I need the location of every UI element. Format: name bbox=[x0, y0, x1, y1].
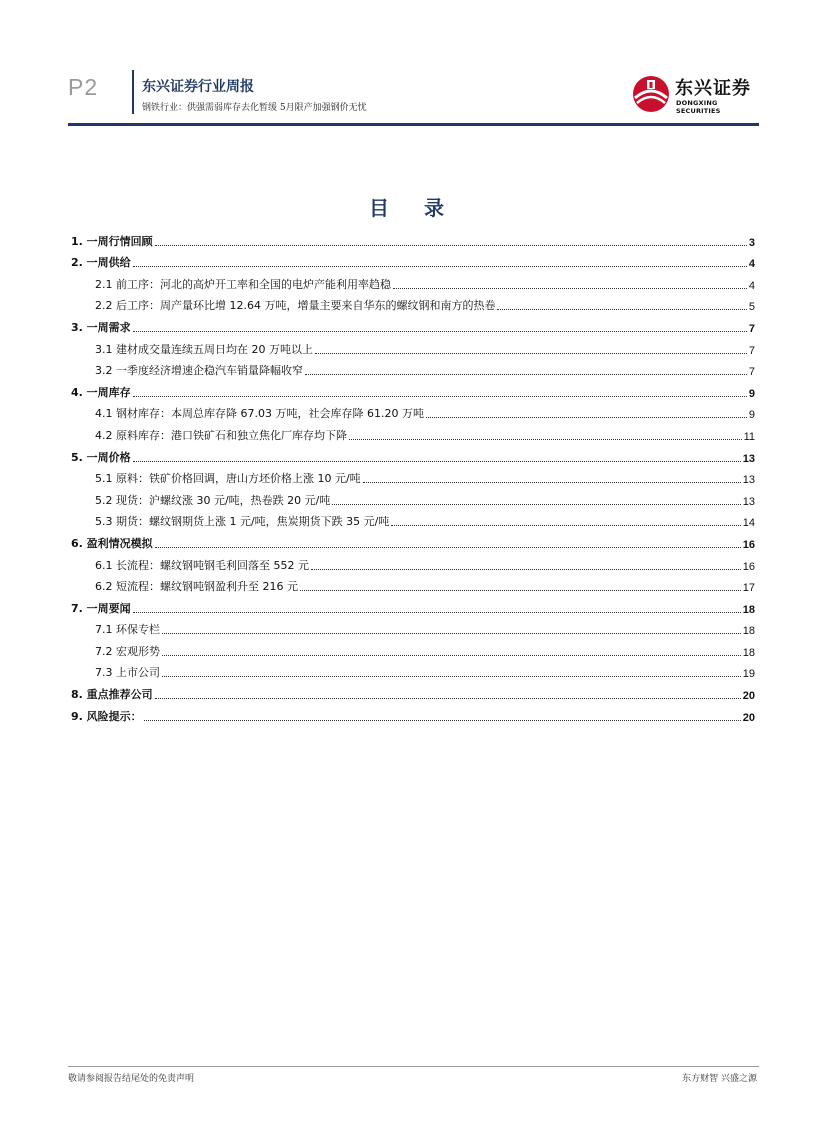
toc-entry[interactable] bbox=[68, 270, 755, 292]
toc-entry-label: 5. 一周价格 bbox=[71, 450, 131, 464]
footer-disclaimer: 敬请参阅报告结尾处的免责声明 bbox=[68, 1074, 195, 1084]
toc-entry-page: 20 bbox=[742, 711, 755, 724]
toc-entry-label: 2.2 后工序：周产量环比增 12.64 万吨，增量主要来自华东的螺纹钢和南方的热卷 bbox=[95, 299, 496, 313]
toc-leader-dots bbox=[300, 590, 741, 591]
report-subtitle: 钢铁行业：供强需弱库存去化暂缓 5月限产加强钢价无忧 bbox=[142, 103, 367, 113]
toc-entry[interactable] bbox=[68, 465, 755, 487]
toc-leader-dots bbox=[133, 396, 747, 397]
toc-entry-page: 4 bbox=[748, 258, 755, 271]
toc-entry[interactable] bbox=[68, 357, 755, 379]
toc-entry-label: 9. 风险提示： bbox=[71, 709, 142, 723]
toc-entry-label: 6. 盈利情况模拟 bbox=[71, 536, 153, 550]
toc-entry-page: 7 bbox=[748, 322, 755, 335]
toc-entry-label: 5.1 原料：铁矿价格回调，唐山方坯价格上涨 10 元/吨 bbox=[95, 472, 361, 486]
toc-entry-label: 2. 一周供给 bbox=[71, 256, 131, 270]
toc-entry-label: 3.1 建材成交量连续五周日均在 20 万吨以上 bbox=[95, 342, 313, 356]
toc-entry-page: 20 bbox=[742, 690, 755, 703]
toc-entry-label: 4.2 原料库存：港口铁矿石和独立焦化厂库存均下降 bbox=[95, 428, 347, 442]
toc-entry-page: 13 bbox=[742, 495, 755, 508]
toc-leader-dots bbox=[133, 266, 747, 267]
toc-entry-page: 7 bbox=[748, 366, 755, 379]
toc-entry[interactable] bbox=[68, 702, 755, 724]
footer-rule bbox=[68, 1066, 759, 1067]
toc-entry[interactable] bbox=[68, 335, 755, 357]
toc-leader-dots bbox=[363, 482, 741, 483]
toc-entry[interactable] bbox=[68, 551, 755, 573]
toc-leader-dots bbox=[144, 720, 741, 721]
toc-entry-page: 14 bbox=[742, 517, 755, 530]
company-logo bbox=[631, 74, 759, 114]
toc-entry[interactable] bbox=[68, 659, 755, 681]
toc-leader-dots bbox=[305, 374, 747, 375]
toc-entry-label: 5.2 现货：沪螺纹涨 30 元/吨，热卷跌 20 元/吨 bbox=[95, 493, 331, 507]
toc-entry[interactable] bbox=[68, 400, 755, 422]
toc-entry-label: 3.2 一季度经济增速企稳汽车销量降幅收窄 bbox=[95, 364, 303, 378]
toc-entry-page: 9 bbox=[748, 387, 755, 400]
toc-entry-page: 16 bbox=[742, 560, 755, 573]
toc-leader-dots bbox=[133, 612, 741, 613]
toc-leader-dots bbox=[426, 417, 747, 418]
toc-entry[interactable] bbox=[68, 249, 755, 271]
toc-entry-label: 7.2 宏观形势 bbox=[95, 644, 160, 658]
toc-entry[interactable] bbox=[68, 227, 755, 249]
toc-leader-dots bbox=[315, 353, 747, 354]
toc-leader-dots bbox=[393, 288, 747, 289]
toc-leader-dots bbox=[162, 633, 741, 634]
toc-leader-dots bbox=[311, 569, 741, 570]
table-of-contents bbox=[68, 227, 755, 724]
toc-entry-page: 18 bbox=[742, 625, 755, 638]
page-number: P2 bbox=[68, 74, 99, 100]
toc-leader-dots bbox=[162, 655, 741, 656]
header-divider bbox=[132, 70, 134, 114]
toc-leader-dots bbox=[155, 245, 747, 246]
toc-entry-label: 1. 一周行情回顾 bbox=[71, 234, 153, 248]
toc-entry-page: 7 bbox=[748, 344, 755, 357]
toc-entry-page: 18 bbox=[742, 603, 755, 616]
toc-entry[interactable] bbox=[68, 573, 755, 595]
report-title: 东兴证券行业周报 bbox=[142, 79, 254, 95]
toc-entry[interactable] bbox=[68, 443, 755, 465]
toc-entry[interactable] bbox=[68, 292, 755, 314]
toc-entry[interactable] bbox=[68, 529, 755, 551]
toc-entry-page: 18 bbox=[742, 646, 755, 659]
toc-entry-page: 5 bbox=[748, 301, 755, 314]
toc-entry[interactable] bbox=[68, 313, 755, 335]
toc-leader-dots bbox=[332, 504, 740, 505]
toc-leader-dots bbox=[155, 547, 741, 548]
toc-entry[interactable] bbox=[68, 680, 755, 702]
toc-entry-label: 3. 一周需求 bbox=[71, 320, 131, 334]
toc-entry-page: 13 bbox=[742, 474, 755, 487]
toc-entry[interactable] bbox=[68, 508, 755, 530]
toc-entry-page: 3 bbox=[748, 236, 755, 249]
toc-entry-label: 7.1 环保专栏 bbox=[95, 623, 160, 637]
toc-entry[interactable] bbox=[68, 486, 755, 508]
toc-entry-label: 7. 一周要闻 bbox=[71, 601, 131, 615]
toc-leader-dots bbox=[162, 676, 741, 677]
toc-leader-dots bbox=[391, 525, 740, 526]
toc-entry[interactable] bbox=[68, 421, 755, 443]
toc-leader-dots bbox=[133, 461, 741, 462]
toc-entry-page: 9 bbox=[748, 409, 755, 422]
dongxing-logo-icon bbox=[631, 74, 671, 114]
toc-entry[interactable] bbox=[68, 378, 755, 400]
toc-entry-page: 19 bbox=[742, 668, 755, 681]
toc-entry-label: 6.1 长流程：螺纹钢吨钢毛利回落至 552 元 bbox=[95, 558, 309, 572]
toc-entry-label: 4.1 钢材库存：本周总库存降 67.03 万吨，社会库存降 61.20 万吨 bbox=[95, 407, 424, 421]
toc-entry-label: 2.1 前工序：河北的高炉开工率和全国的电炉产能利用率趋稳 bbox=[95, 277, 391, 291]
toc-entry-label: 8. 重点推荐公司 bbox=[71, 688, 153, 702]
toc-entry-page: 4 bbox=[748, 279, 755, 292]
toc-entry[interactable] bbox=[68, 616, 755, 638]
toc-leader-dots bbox=[497, 309, 746, 310]
toc-entry[interactable] bbox=[68, 594, 755, 616]
toc-entry-page: 16 bbox=[742, 538, 755, 551]
toc-entry-page: 17 bbox=[742, 582, 755, 595]
toc-entry-page: 13 bbox=[742, 452, 755, 465]
toc-leader-dots bbox=[155, 698, 741, 699]
footer-slogan: 东方财智 兴盛之源 bbox=[682, 1074, 757, 1084]
toc-entry-label: 7.3 上市公司 bbox=[95, 666, 160, 680]
logo-name-en: DONGXING SECURITIES bbox=[676, 99, 721, 115]
toc-leader-dots bbox=[349, 439, 742, 440]
toc-title: 目 录 bbox=[369, 196, 458, 220]
toc-entry-label: 4. 一周库存 bbox=[71, 385, 131, 399]
header-rule bbox=[68, 123, 759, 126]
toc-entry[interactable] bbox=[68, 637, 755, 659]
logo-name-cn: 东兴证券 bbox=[675, 78, 751, 99]
toc-leader-dots bbox=[133, 331, 747, 332]
toc-entry-label: 6.2 短流程：螺纹钢吨钢盈利升至 216 元 bbox=[95, 580, 298, 594]
toc-entry-page: 11 bbox=[743, 430, 755, 443]
toc-entry-label: 5.3 期货：螺纹钢期货上涨 1 元/吨，焦炭期货下跌 35 元/吨 bbox=[95, 515, 390, 529]
